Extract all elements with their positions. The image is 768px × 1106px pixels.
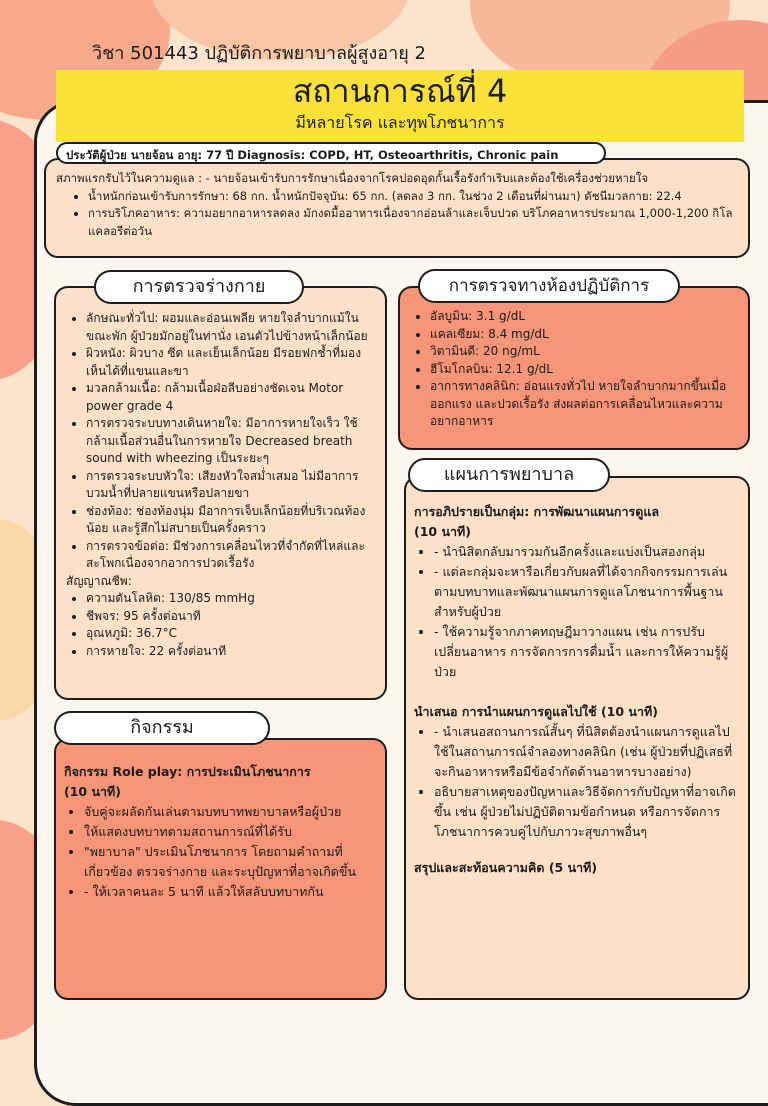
patient-history: ประวัติผู้ป่วย นายจ้อน อายุ: 77 ปี Diagnosis: COPD, HT, Osteoarthritis, Chronic pain (66, 148, 559, 162)
page-title: สถานการณ์ที่ 4 (292, 72, 508, 110)
course-title: วิชา 501443 ปฏิบัติการพยาบาลผู้สูงอายุ 2 (92, 43, 426, 64)
lab-heading-pill (418, 269, 680, 303)
activity-item: • "พยาบาล" ประเมินโภชนาการ โดยถามคำถามที่เกี่ยวข้อง ตรวจร่างกาย และระบุปัญหาที่อาจเกิดขึ้น (84, 842, 377, 882)
lab-heading: การตรวจทางห้องปฏิบัติการ (448, 276, 650, 296)
section2-title: นำเสนอ การนำแผนการดูแลไปใช้ (10 นาที) (414, 704, 658, 719)
section3-title: สรุปและสะท้อนความคิด (5 นาที) (414, 860, 598, 875)
physical-item: • การตรวจข้อต่อ: มีช่วงการเคลื่อนไหวที่จำกัดที่ไหล่และสะโพกเนื่องจากอาการปวดเรื้อรัง (86, 538, 375, 573)
activity-heading: กิจกรรม (130, 717, 194, 738)
activity-time: (10 นาที) (64, 784, 121, 799)
physical-item: • ลักษณะทั่วไป: ผอมและอ่อนเพลีย หายใจลำบากแม้ในขณะพัก ผู้ป่วยมักอยู่ในท่านั่ง เอนตัวไปข้างหน้าเล็กน้อย (86, 310, 375, 345)
nursing-plan-heading-pill (408, 458, 610, 492)
physical-exam-box (54, 286, 387, 700)
lab-item: • อัลบูมิน: 3.1 g/dL (430, 308, 738, 326)
patient-weight: • น้ำหนักก่อนเข้ารับการรักษา: 68 กก. น้ำหนักปัจจุบัน: 65 กก. (ลดลง 3 กก. ในช่วง 2 เดือนที่ผ่านมา) ดัชนีมวลกาย: 22.4 (88, 188, 738, 206)
section1-title: การอภิปรายเป็นกลุ่ม: การพัฒนาแผนการดูแล (414, 504, 660, 519)
physical-item: • มวลกล้ามเนื้อ: กล้ามเนื้อฝ่อลีบอย่างชัดเจน Motor power grade 4 (86, 380, 375, 415)
nursing-item: • - แต่ละกลุ่มจะหารือเกี่ยวกับผลที่ได้จากกิจกรรมการเล่นตามบทบาทและพัฒนาแผนการดูแลโภชนาการพื้นฐานสำหรับผู้ป่วย (434, 562, 740, 622)
physical-item: • ช่องท้อง: ช่องท้องนุ่ม มีอาการเจ็บเล็กน้อยที่บริเวณท้องน้อย และรู้สึกไม่สบายเป็นครั้งคราว (86, 503, 375, 538)
physical-exam-heading: การตรวจร่างกาย (132, 276, 266, 297)
section1-time: (10 นาที) (414, 524, 471, 539)
activity-item: • จับคู่จะผลัดกันเล่นตามบทบาทพยาบาลหรือผู้ป่วย (84, 802, 377, 822)
vital-sign: • อุณหภูมิ: 36.7°C (86, 625, 375, 643)
title-banner (56, 70, 744, 142)
nursing-item: • อธิบายสาเหตุของปัญหาและวิธีจัดการกับปัญหาที่อาจเกิดขึ้น เช่น ผู้ป่วยไม่ปฏิบัติตามข้อกำหนด หรือการจัดการโภชนาการควบคู่ไปกับภาวะสุขภาพอื่นๆ (434, 782, 740, 842)
physical-item: • การตรวจระบบหัวใจ: เสียงหัวใจสม่ำเสมอ ไม่มีอาการบวมน้ำที่ปลายแขนหรือปลายขา (86, 468, 375, 503)
lab-results-box (398, 286, 750, 450)
lab-item: • อาการทางคลินิก: อ่อนแรงทั่วไป หายใจลำบากมากขึ้นเมื่อออกแรง และปวดเรื้อรัง ส่งผลต่อการเคลื่อนไหวและความอยากอาหาร (430, 378, 738, 431)
vitals-label: สัญญาณชีพ: (66, 573, 132, 588)
activity-heading-pill (54, 711, 270, 745)
nursing-item: • - นำเสนอสถานการณ์สั้นๆ ที่นิสิตต้องนำแผนการดูแลไปใช้ในสถานการณ์จำลองทางคลินิก (เช่น ผู้ป่วยที่ปฏิเสธที่จะกินอาหารหรือมีข้อจำกัดด้านอาหารบางอย่าง) (434, 722, 740, 782)
activity-box (54, 738, 387, 1000)
patient-history-pill (56, 142, 606, 164)
patient-intake: • การบริโภคอาหาร: ความอยากอาหารลดลง มักงดมื้ออาหารเนื่องจากอ่อนล้าและเจ็บปวด บริโภคอาหารประมาณ 1,000-1,200 กิโลแคลอรีต่อวัน (88, 205, 738, 240)
activity-item: • ให้แสดงบทบาทตามสถานการณ์ที่ได้รับ (84, 822, 377, 842)
nursing-plan-box (404, 476, 750, 1000)
activity-title: กิจกรรม Role play: การประเมินโภชนาการ (64, 764, 311, 779)
nursing-item: • - นำนิสิตกลับมารวมกันอีกครั้งและแบ่งเป็นสองกลุ่ม (434, 542, 740, 562)
lab-item: • วิตามินดี: 20 ng/mL (430, 343, 738, 361)
vital-sign: • การหายใจ: 22 ครั้งต่อนาที (86, 643, 375, 661)
activity-item: • - ให้เวลาคนละ 5 นาที แล้วให้สลับบทบาทกัน (84, 882, 377, 902)
physical-item: • ผิวหนัง: ผิวบาง ซีด และเย็นเล็กน้อย มีรอยฟกช้ำที่มองเห็นได้ที่แขนและขา (86, 345, 375, 380)
physical-exam-heading-pill (94, 270, 304, 304)
vital-sign: • ชีพจร: 95 ครั้งต่อนาที (86, 608, 375, 626)
lab-item: • ฮีโมโกลบิน: 12.1 g/dL (430, 361, 738, 379)
lab-item: • แคลเซียม: 8.4 mg/dL (430, 326, 738, 344)
nursing-plan-heading: แผนการพยาบาล (443, 464, 575, 485)
physical-item: • การตรวจระบบทางเดินหายใจ: มีอาการหายใจเร็ว ใช้กล้ามเนื้อส่วนอื่นในการหายใจ Decreased breath sound with wheezing เป็นระยะๆ (86, 415, 375, 468)
admission-text: สภาพแรกรับไว้ในความดูแล : - นายจ้อนเข้ารับการรักษาเนื่องจากโรคปอดอุดกั้นเรื้อรังกำเริบและต้องใช้เครื่องช่วยหายใจ (56, 171, 649, 185)
vital-sign: • ความดันโลหิต: 130/85 mmHg (86, 590, 375, 608)
patient-info-box (44, 158, 750, 258)
nursing-item: • - ใช้ความรู้จากภาคทฤษฎีมาวางแผน เช่น การปรับเปลี่ยนอาหาร การจัดการการดื่มน้ำ และการให้ความรู้ผู้ป่วย (434, 622, 740, 682)
page-subtitle: มีหลายโรค และทุพโภชนาการ (295, 113, 505, 132)
